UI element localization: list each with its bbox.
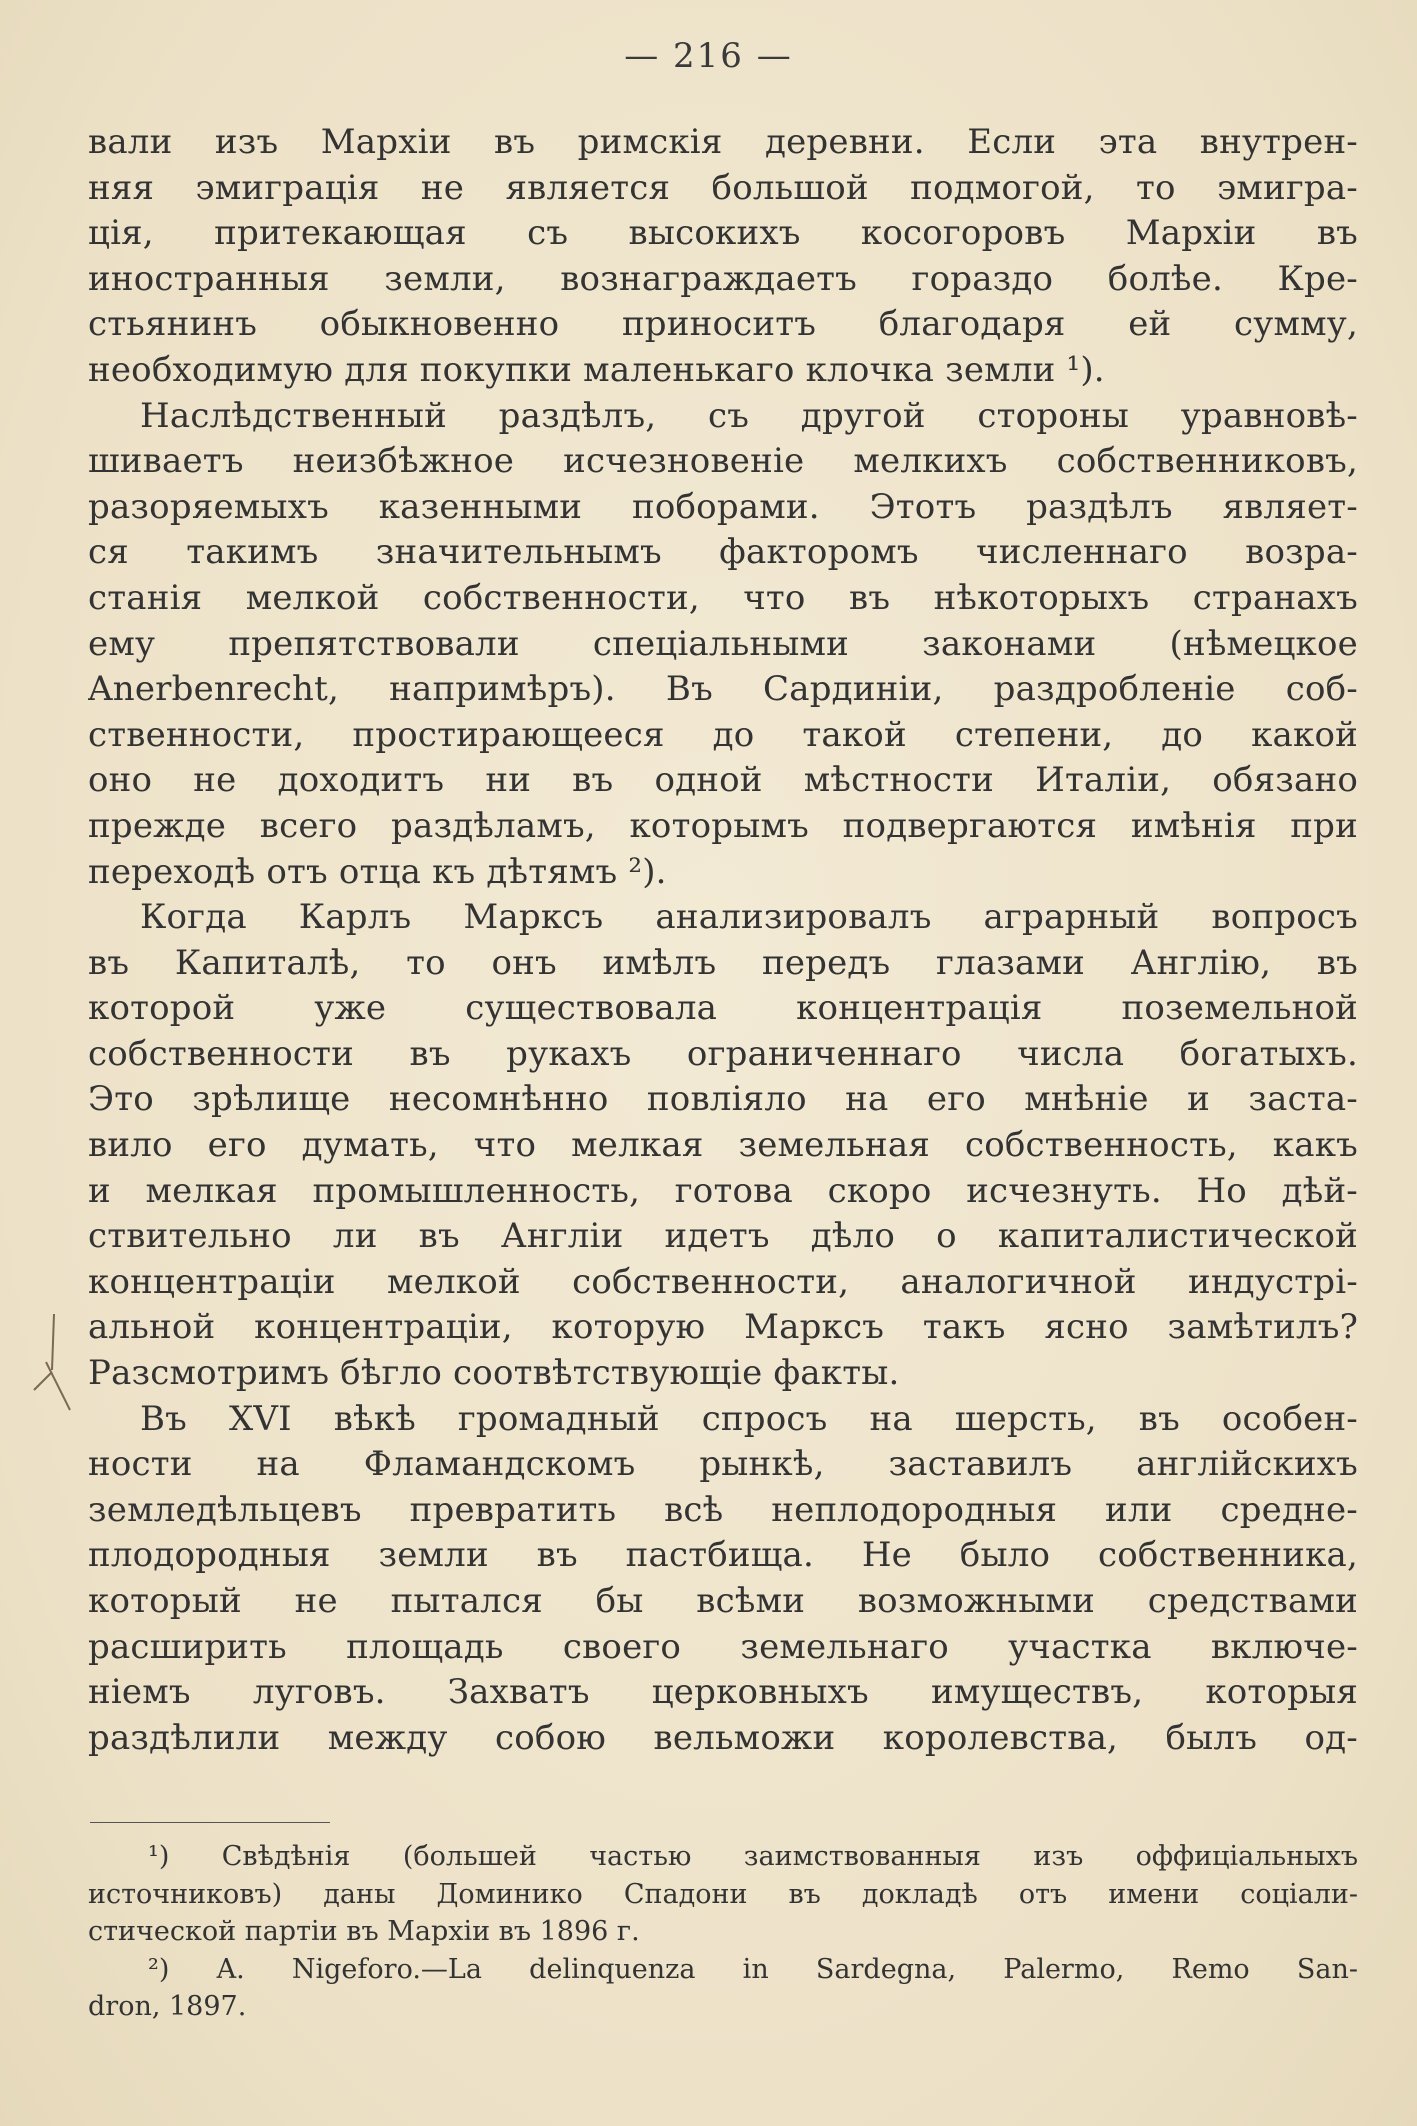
text-line: раздѣлили между собою вельможи королевства, былъ од- bbox=[88, 1717, 1358, 1758]
text-line: собственности въ рукахъ ограниченнаго числа богатыхъ. bbox=[88, 1033, 1358, 1074]
text-line: ственности, простирающееся до такой степени, до какой bbox=[88, 714, 1358, 755]
text-line: ности на Фламандскомъ рынкѣ, заставилъ англійскихъ bbox=[88, 1444, 1358, 1485]
text-line: ція, притекающая съ высокихъ косогоровъ Мархіи въ bbox=[88, 213, 1358, 254]
text-line: ніемъ луговъ. Захватъ церковныхъ имуществъ, которыя bbox=[88, 1672, 1358, 1713]
text-line: Въ XVI вѣкѣ громадный спросъ на шерсть, въ особен- bbox=[140, 1398, 1358, 1439]
footnote-separator bbox=[90, 1822, 330, 1823]
text-line: расширить площадь своего земельнаго участка включе- bbox=[88, 1626, 1358, 1667]
text-line: которой уже существовала концентрація поземельной bbox=[88, 988, 1358, 1029]
text-line: иностранныя земли, вознаграждаетъ гораздо болѣе. Кре- bbox=[88, 258, 1358, 299]
footnote-line: ²) A. Nigeforo.—La delinquenza in Sardegna, Palermo, Remo San- bbox=[148, 1953, 1358, 1985]
text-line: прежде всего раздѣламъ, которымъ подвергаются имѣнія при bbox=[88, 805, 1358, 846]
text-line: вали изъ Мархіи въ римскія деревни. Если эта внутрен- bbox=[88, 122, 1358, 162]
footnotes bbox=[88, 1838, 1358, 2026]
pencil-margin-mark bbox=[24, 1310, 84, 1420]
text-line: земледѣльцевъ превратить всѣ неплодородныя или средне- bbox=[88, 1489, 1358, 1530]
text-line: который не пытался бы всѣми возможными средствами bbox=[88, 1581, 1358, 1621]
text-line: стьянинъ обыкновенно приноситъ благодаря ей сумму, bbox=[88, 304, 1358, 345]
footnote-line: ¹) Свѣдѣнія (большей частью заимствованныя изъ оффиціальныхъ bbox=[148, 1841, 1358, 1872]
text-line: ствительно ли въ Англіи идетъ дѣло о капиталистической bbox=[88, 1216, 1358, 1257]
footnote-line: dron, 1897. bbox=[88, 1991, 247, 2022]
text-line: Anerbenrecht, напримѣръ). Въ Сардиніи, раздробленіе соб- bbox=[88, 669, 1358, 710]
text-line: ся такимъ значительнымъ факторомъ численнаго возра- bbox=[88, 532, 1358, 573]
text-line: въ Капиталѣ, то онъ имѣлъ передъ глазами Англію, въ bbox=[88, 942, 1358, 983]
text-line: ему препятствовали спеціальными законами (нѣмецкое bbox=[88, 623, 1358, 664]
text-line: разоряемыхъ казенными поборами. Этотъ раздѣлъ являет- bbox=[88, 486, 1358, 527]
text-line: Разсмотримъ бѣгло соотвѣтствующіе факты. bbox=[88, 1353, 900, 1394]
text-line: Наслѣдственный раздѣлъ, съ другой стороны уравновѣ- bbox=[140, 395, 1358, 436]
body-text bbox=[88, 120, 1358, 1761]
page-number: — 216 — bbox=[624, 36, 793, 76]
text-line: плодородныя земли въ пастбища. Не было собственника, bbox=[88, 1535, 1358, 1576]
text-line: и мелкая промышленность, готова скоро исчезнуть. Но дѣй- bbox=[88, 1170, 1358, 1211]
text-line: Когда Карлъ Марксъ анализировалъ аграрный вопросъ bbox=[140, 897, 1358, 938]
text-line: станія мелкой собственности, что въ нѣкоторыхъ странахъ bbox=[88, 577, 1358, 618]
text-line: шиваетъ неизбѣжное исчезновеніе мелкихъ собственниковъ, bbox=[88, 441, 1358, 482]
text-line: вило его думать, что мелкая земельная собственность, какъ bbox=[88, 1125, 1358, 1166]
text-line: оно не доходитъ ни въ одной мѣстности Италіи, обязано bbox=[88, 760, 1358, 801]
text-line: переходѣ отъ отца къ дѣтямъ ²). bbox=[88, 851, 667, 892]
text-line: концентраціи мелкой собственности, аналогичной индустрі- bbox=[88, 1261, 1358, 1302]
text-line: необходимую для покупки маленькаго клочка земли ¹). bbox=[88, 349, 1105, 390]
text-line: Это зрѣлище несомнѣнно повліяло на его мнѣніе и заста- bbox=[88, 1079, 1358, 1120]
footnote-line: стической партіи въ Мархіи въ 1896 г. bbox=[88, 1916, 640, 1947]
text-line: альной концентраціи, которую Марксъ такъ ясно замѣтилъ? bbox=[88, 1307, 1358, 1348]
footnote-line: источниковъ) даны Доминико Спадони въ докладѣ отъ имени соціали- bbox=[88, 1878, 1358, 1910]
text-line: няя эмиграція не является большой подмогой, то эмигра- bbox=[88, 167, 1358, 208]
